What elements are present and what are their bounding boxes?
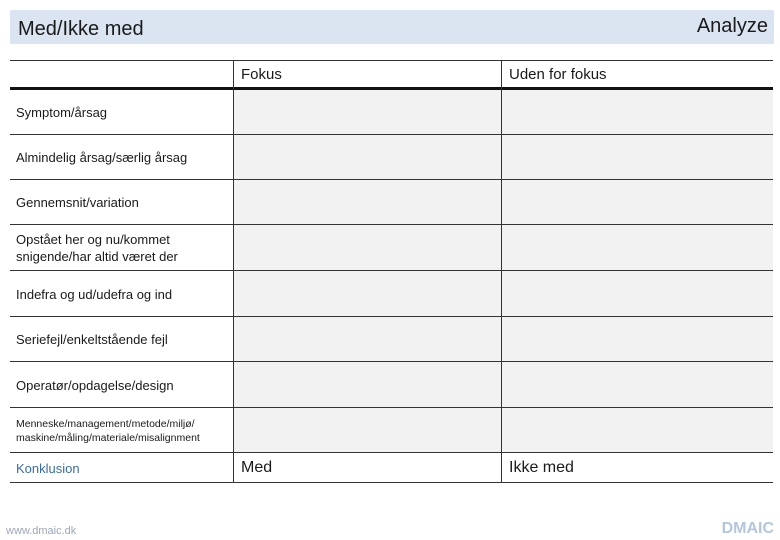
row-label-symptom: Symptom/årsag [16,105,108,120]
row-label-origin: Opstået her og nu/kommet snigende/har altid været der [16,232,178,264]
table-top-border [10,60,773,61]
row-label-serial-error: Seriefejl/enkeltstående fejl [16,332,168,347]
page-title: Med/Ikke med [18,18,144,40]
footer-brand-logo: DMAIC [721,520,774,537]
row-label-6m: Menneske/management/metode/miljø/ maskine/måling/materiale/misalignment [16,418,200,444]
row-divider [10,361,773,362]
row-label-common-cause: Almindelig årsag/særlig årsag [16,150,188,165]
row-divider [10,452,773,453]
conclusion-in: Med [241,459,273,476]
row-divider [10,270,773,271]
row-label-mean-variation: Gennemsnit/variation [16,195,139,210]
table-header-border [10,87,773,90]
row-divider [10,316,773,317]
row-divider [10,179,773,180]
out-of-focus-column-cells [502,90,773,452]
table-bottom-border [10,482,773,483]
column-header-focus: Fokus [241,66,282,83]
row-divider [10,134,773,135]
column-divider [501,60,502,483]
footer-url: www.dmaic.dk [6,525,77,537]
analysis-table [10,60,773,484]
row-divider [10,407,773,408]
row-label-inside-out: Indefra og ud/udefra og ind [16,287,173,302]
phase-label: Analyze [696,15,768,37]
row-divider [10,224,773,225]
column-divider [233,60,234,483]
column-header-out-of-focus: Uden for fokus [509,66,607,83]
row-label-conclusion: Konklusion [16,461,80,476]
focus-column-cells [234,90,501,452]
row-label-operator: Operatør/opdagelse/design [16,378,174,393]
conclusion-out: Ikke med [509,459,574,476]
